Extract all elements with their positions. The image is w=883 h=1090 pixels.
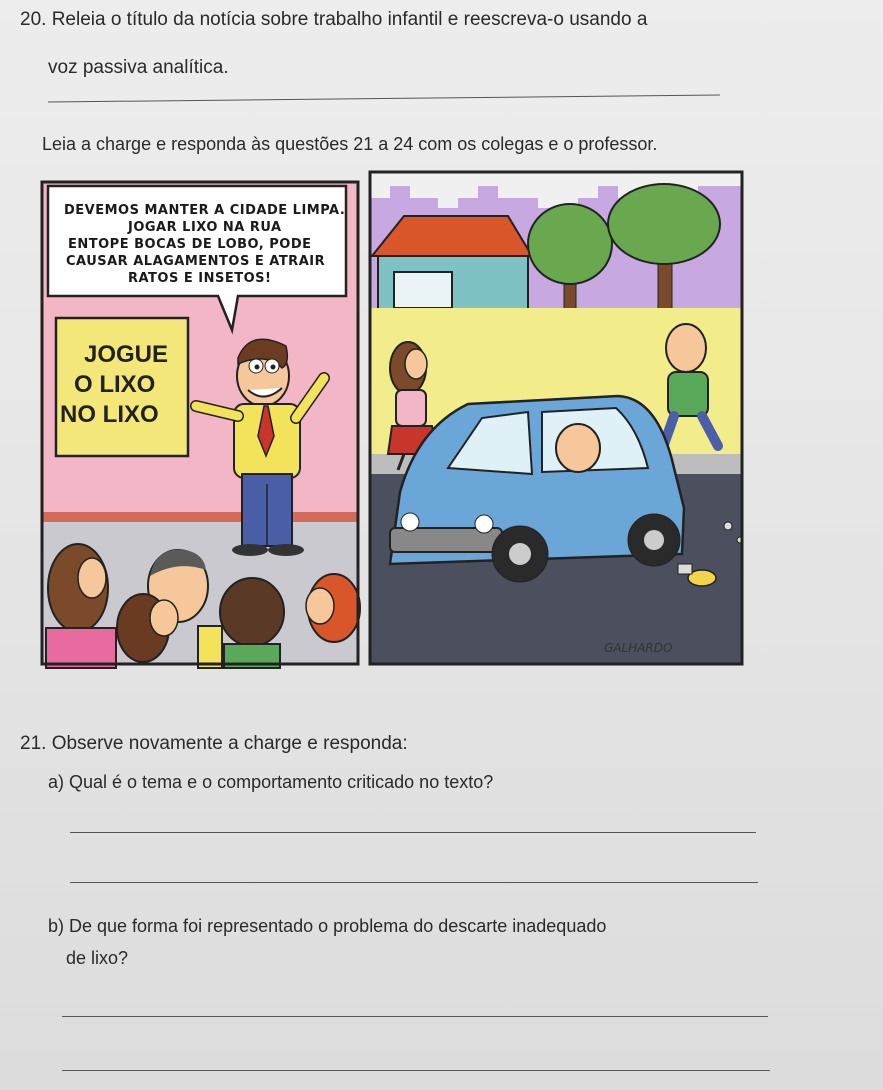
speech-line-2: JOGAR LIXO NA RUA [128, 220, 282, 235]
speech-line-4: CAUSAR ALAGAMENTOS E ATRAIR [66, 254, 326, 269]
comic-instruction: Leia a charge e responda às questões 21 a 24 com os colegas e o professor. [42, 134, 658, 154]
speech-line-3: ENTOPE BOCAS DE LOBO, PODE [68, 237, 312, 252]
question-21a: a) Qual é o tema e o comportamento criticado no texto? [48, 772, 494, 792]
speech-line-5: RATOS E INSETOS! [128, 271, 272, 286]
question-20-line1: 20. Releia o título da notícia sobre trabalho infantil e reescreva-o usando a [20, 9, 648, 30]
question-21b-line2: de lixo? [66, 948, 129, 968]
background-house [372, 216, 532, 316]
question-21-title: 21. Observe novamente a charge e responda: [20, 733, 408, 754]
comic-strip [38, 168, 750, 670]
question-20-line2: voz passiva analítica. [48, 57, 229, 78]
comic-panel-left [42, 182, 360, 668]
poster-line-3: NO LIXO [60, 401, 159, 428]
answer-line-20[interactable] [48, 94, 720, 102]
answer-line-21a-1[interactable] [70, 832, 756, 833]
answer-line-21a-2[interactable] [70, 882, 758, 883]
poster-line-2: O LIXO [74, 371, 156, 398]
question-21b-line1: b) De que forma foi representado o problema do descarte inadequado [48, 916, 607, 936]
poster-jogue-o-lixo [56, 318, 188, 456]
speech-line-1: DEVEMOS MANTER A CIDADE LIMPA. [64, 203, 346, 218]
answer-line-21b-1[interactable] [62, 1016, 768, 1017]
answer-line-21b-2[interactable] [62, 1070, 770, 1071]
poster-line-1: JOGUE [84, 341, 169, 368]
cartoonist-signature: GALHARDO [604, 641, 673, 655]
comic-panel-right [370, 172, 743, 664]
